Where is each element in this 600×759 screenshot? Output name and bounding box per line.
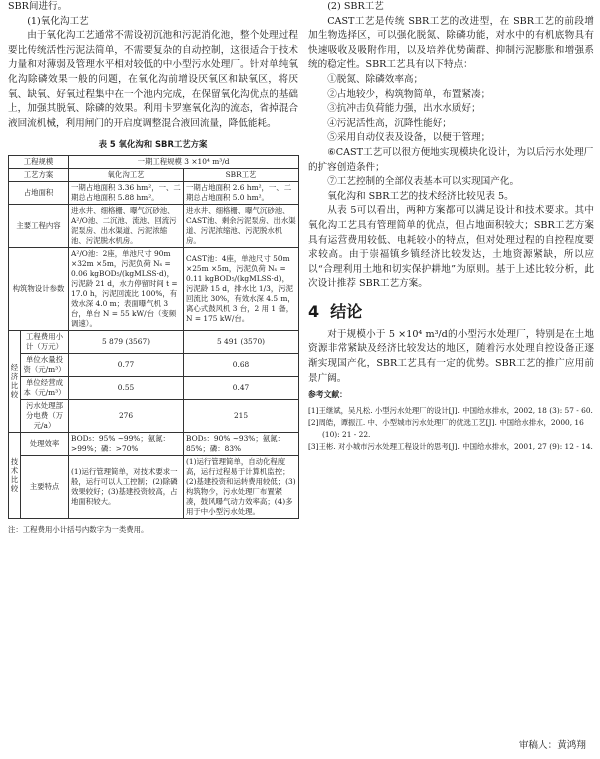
section-number: 4 bbox=[308, 301, 320, 321]
econ-lead: 氧化沟和 SBR工艺的技术经济比较见表 5。 bbox=[327, 190, 514, 202]
table-cell: 进水井、细格栅、曝气沉砂池、CAST池、剩余污泥泵房、出水渠道、污泥浓缩池、污泥脱水机房。 bbox=[184, 204, 299, 247]
conclusion-paragraph: 对于规模小于 5 ×10⁴ m³/d的小型污水处理厂，特别是在土地资源非常紧缺及经济比较发达的地区，随着污水处理自控设备正逐渐实现国产化，SBR工艺具有一定的优势。SBR工艺的推广应用前景广阔。 bbox=[308, 328, 594, 384]
reference-item: [2]周皓，谭振江. 中、小型城市污水处理厂的优选工艺[J]. 中国给水排水，2000, 16 (10): 21 - 22. bbox=[308, 417, 584, 439]
table-row bbox=[9, 247, 299, 330]
table-cell: 215 bbox=[184, 399, 299, 432]
list-item: ⑤采用自动仪表及设备，以便于管理； bbox=[327, 132, 491, 144]
table-cell: 一期占地面积 3.36 hm²，一、二期总占地面积 5.88 hm²。 bbox=[69, 181, 184, 204]
table-cell: CAST池：4座，单池尺寸 50m ×25m ×5m，污泥负荷 Nₛ = 0.11 kgBOD₅/(kgMLSS·d)，污泥龄 15 d，排水比 1/3，污泥回流比 30%，有效水深 4.5 m，离心式鼓风机 3 台，2 用 1 备，N = 175 kW/台。 bbox=[184, 247, 299, 330]
sbr-feature-list bbox=[308, 73, 594, 190]
table-cell: 主要特点 bbox=[21, 455, 69, 518]
table-row bbox=[9, 168, 299, 181]
section-title: 结论 bbox=[330, 301, 363, 321]
reviewer-credit: 审稿人：黄鸿翔 bbox=[518, 740, 586, 751]
table-cell: 一期占地面积 2.6 hm²，一、二期总占地面积 5.0 hm²。 bbox=[184, 181, 299, 204]
table-row bbox=[9, 330, 299, 353]
table-row bbox=[9, 204, 299, 247]
table-cell: BOD₅：95% ~99%；氨氮：>99%；磷：>70% bbox=[69, 432, 184, 455]
table-cell: 氧化沟工艺 bbox=[69, 168, 184, 181]
table-row bbox=[9, 376, 299, 399]
table-cell: (1)运行管理简单，对技术要求一般，运行可以人工控制；(2)除磷效果较好；(3)基建投资较高，占地面积较大。 bbox=[69, 455, 184, 518]
table-cell: 一期工程规模 3 ×10⁴ m³/d bbox=[69, 155, 299, 168]
list-item: ③抗冲击负荷能力强，出水水质好； bbox=[327, 103, 481, 115]
table-cell: 处理效率 bbox=[21, 432, 69, 455]
table-cell: 工程费用小计（万元） bbox=[21, 330, 69, 353]
oxidation-paragraph: 由于氧化沟工艺通常不需设初沉池和污泥消化池，整个处理过程要比传统活性污泥法简单，不需要复杂的自动控制，这很适合于技术力量和对薄弱及管理水平相对较低的中小型污水处理厂。针对单纯氧化沟除磷效果一般的问题，在氧化沟前增设厌氧区和缺氧区，将厌氧、缺氧、好氧过程集中在一个池内完成，在保留氧化沟优点的基础上，加强其脱氧、除磷的效果。利用卡罗塞氧化沟的流态，省掉混合液回流机械，利用闸门的开启度调整混合液回流量，降低能耗。 bbox=[8, 30, 298, 129]
table-cell: 工艺方案 bbox=[9, 168, 69, 181]
table-cell: A²/O池：2座，单池尺寸 90m ×32m ×5m，污泥负荷 Nₛ = 0.06 kgBOD₅/(kgMLSS·d)，污泥龄 21 d，水力停留时间 t = 17.0 h，污泥回流比 100%，有效水深 4.0 m；表面曝气机 3 台，单台 N = 55 kW/台（变频调速）。 bbox=[69, 247, 184, 330]
table-cell: 276 bbox=[69, 399, 184, 432]
list-item: ⑦工艺控制的全部仪表基本可以实现国产化。 bbox=[327, 176, 520, 188]
sbr-heading: (2) SBR工艺 bbox=[327, 1, 384, 12]
table-cell: 占地面积 bbox=[9, 181, 69, 204]
table-note: 注：工程费用小计括号内数字为一类费用。 bbox=[8, 524, 149, 534]
table-cell: 0.55 bbox=[69, 376, 184, 399]
table-cell: 主要工程内容 bbox=[9, 204, 69, 247]
table-cell: 单位水量投资（元/m³） bbox=[21, 353, 69, 376]
table-cell: 污水处理部分电费（万元/a） bbox=[21, 399, 69, 432]
right-column bbox=[308, 0, 594, 453]
reference-item: [1]王继斌，吴凡松. 小型污水处理厂的设计[J]. 中国给水排水，2002, 18 (3): 57 - 60. bbox=[308, 405, 593, 415]
reference-item: [3]王彬. 对小城市污水处理工程设计的思考[J]. 中国给水排水，2001, 27 (9): 12 - 14. bbox=[308, 441, 593, 451]
econ-paragraph: 从表 5可以看出，两种方案都可以满足设计和技术要求。其中氧化沟工艺具有管理简单的优点，但占地面积较大；SBR工艺方案具有运营费用较低、电耗较小的特点，但对处理过程的自控程度要求较高。由于崇福镇乡镇经济比较发达，土地资源紧缺，所以应以“合理利用土地和切实保护耕地”为原则。基于上述比较分析，此次设计推荐 SBR工艺方案。 bbox=[308, 205, 594, 290]
continuation-line: SBR间进行。 bbox=[8, 1, 68, 12]
table-cell: 0.77 bbox=[69, 353, 184, 376]
table-row bbox=[9, 455, 299, 518]
table-cell: 单位经营成本（元/m³） bbox=[21, 376, 69, 399]
table-cell: 5 879 (3567) bbox=[69, 330, 184, 353]
comparison-table bbox=[8, 155, 299, 519]
list-item: ①脱氮、除磷效率高； bbox=[327, 73, 424, 85]
section-heading bbox=[308, 302, 594, 322]
table-cell: SBR工艺 bbox=[184, 168, 299, 181]
list-item: ②占地较少，构筑物简单，布置紧凑； bbox=[327, 88, 491, 100]
table-row bbox=[9, 399, 299, 432]
oxidation-heading: (1)氧化沟工艺 bbox=[27, 15, 89, 27]
references-title: 参考文献： bbox=[308, 390, 347, 400]
left-column bbox=[8, 0, 298, 538]
table-cell: 工程规模 bbox=[9, 155, 69, 168]
table-row bbox=[9, 181, 299, 204]
table-cell: 进水井、细格栅、曝气沉砂池、A²/O池、二沉池、流池、回流污泥泵房、出水渠道、污泥浓缩池、污泥脱水机房。 bbox=[69, 204, 184, 247]
table-row bbox=[9, 432, 299, 455]
table-caption: 表 5 氧化沟和 SBR工艺方案 bbox=[98, 139, 208, 150]
sbr-paragraph: CAST工艺是传统 SBR工艺的改进型，在 SBR工艺的前段增加生物选择区，可以强化脱氮、除磷功能，对水中的有机底物具有快速吸收及吸附作用，以及培养优势菌群、抑制污泥膨胀和增强系统的稳定性。SBR工艺具有以下特点： bbox=[308, 15, 594, 71]
table-group-label: 技术比较 bbox=[9, 432, 21, 518]
table-cell: (1)运行管理简单，自动化程度高，运行过程易于计算机监控；(2)基建投资和运转费用较低；(3)构筑物少，污水处理厂布置紧凑，鼓风曝气动力效率高；(4)多用于中小型污水处理。 bbox=[184, 455, 299, 518]
table-cell: 构筑物设计参数 bbox=[9, 247, 69, 330]
table-cell: 5 491 (3570) bbox=[184, 330, 299, 353]
list-item: ④污泥活性高，沉降性能好； bbox=[327, 117, 452, 129]
table-group-label: 经济比较 bbox=[9, 330, 21, 432]
table-cell: 0.47 bbox=[184, 376, 299, 399]
table-cell: 0.68 bbox=[184, 353, 299, 376]
table-cell: BOD₅：90% ~93%；氨氮：85%；磷：83% bbox=[184, 432, 299, 455]
list-item: ⑥CAST工艺可以很方便地实现模块化设计，为以后污水处理厂的扩容创造条件； bbox=[308, 146, 594, 173]
table-row bbox=[9, 155, 299, 168]
table-row bbox=[9, 353, 299, 376]
